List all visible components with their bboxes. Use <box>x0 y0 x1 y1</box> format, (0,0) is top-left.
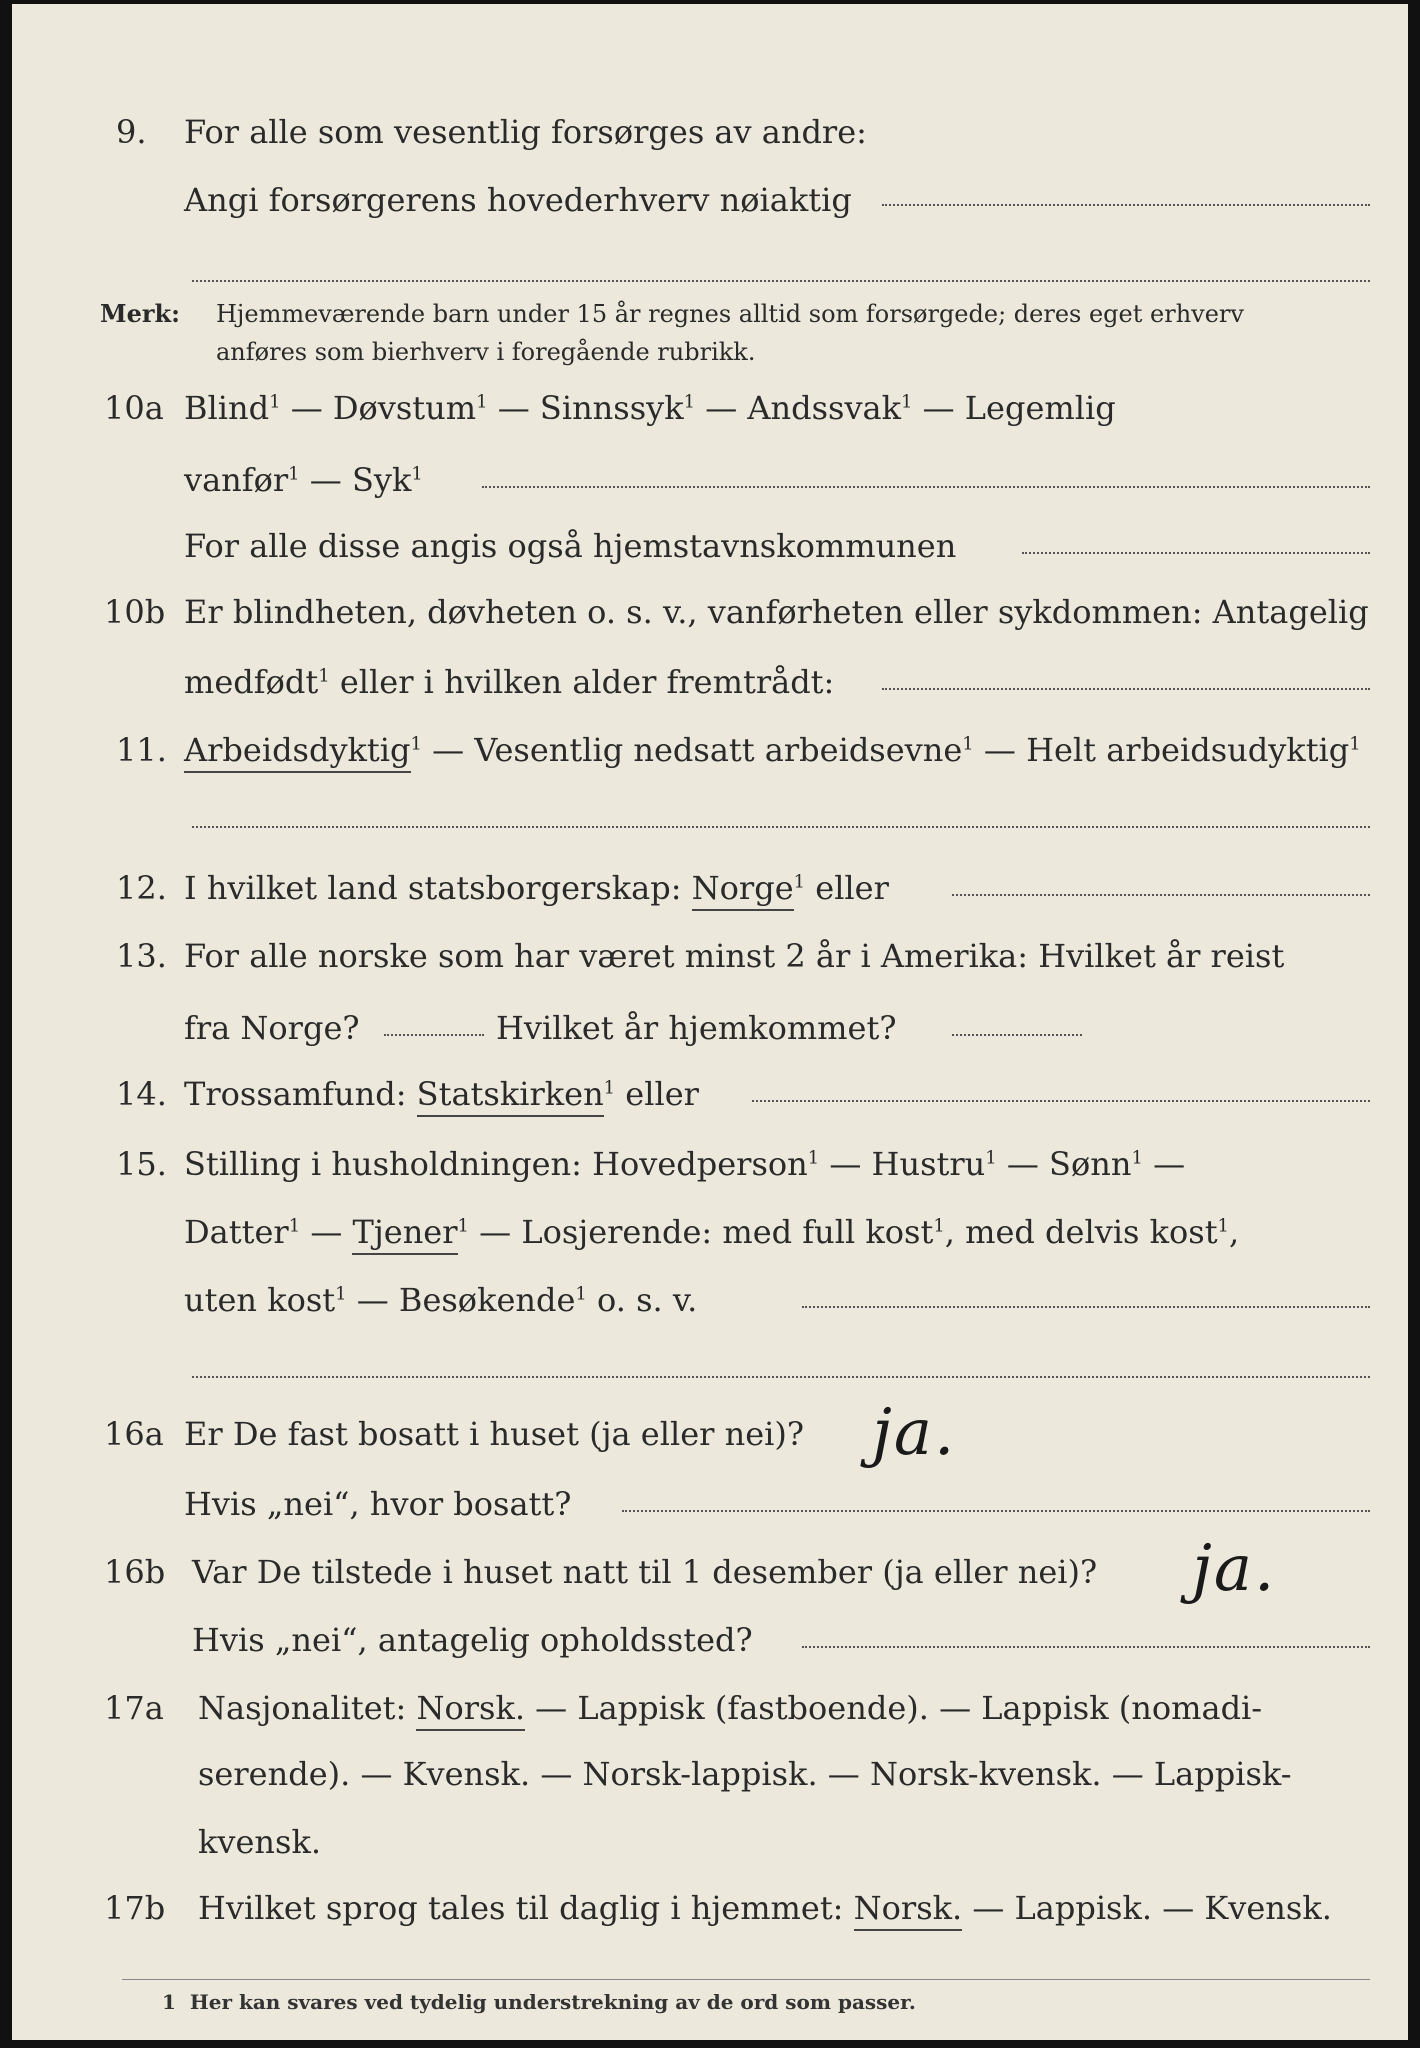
census-form-page <box>12 4 1408 2040</box>
answer-line[interactable] <box>1022 552 1370 554</box>
question-number: 12. <box>116 869 167 907</box>
answer-line[interactable] <box>882 204 1370 206</box>
underlined-answer[interactable]: Statskirken <box>417 1075 604 1117</box>
handwritten-answer[interactable]: ja. <box>872 1396 957 1470</box>
answer-line[interactable] <box>882 688 1370 690</box>
question-text: Er De fast bosatt i huset (ja eller nei)? <box>184 1415 805 1453</box>
answer-line[interactable] <box>952 894 1370 896</box>
question-text: Hvilket sprog tales til daglig i hjemmet: Norsk. — Lappisk. — Kvensk. <box>198 1888 1332 1928</box>
answer-line[interactable] <box>192 1376 1370 1378</box>
answer-line[interactable] <box>802 1306 1370 1308</box>
note-label: Merk: <box>100 299 180 328</box>
question-text: Hvis „nei“, hvor bosatt? <box>184 1485 572 1523</box>
question-text: Hvis „nei“, antagelig opholdssted? <box>192 1621 753 1659</box>
underlined-answer[interactable]: Tjener <box>352 1213 457 1255</box>
underlined-answer[interactable]: Arbeidsdyktig <box>184 731 411 773</box>
question-text: Stilling i husholdningen: Hovedperson$^1$ — Hustru$^1$ — Sønn$^1$ — <box>184 1145 1186 1183</box>
question-text: Arbeidsdyktig$^1$ — Vesentlig nedsatt arbeidsevne$^1$ — Helt arbeidsudyktig$^1$ <box>184 730 1361 770</box>
question-number: 10a <box>104 389 164 427</box>
question-text: Hvilket år hjemkommet? <box>496 1009 897 1047</box>
question-text: Nasjonalitet: Norsk. — Lappisk (fastboende). — Lappisk (nomadi- <box>198 1688 1262 1728</box>
question-text: fra Norge? <box>184 1009 360 1047</box>
note-text: anføres som bierhverv i foregående rubrikk. <box>216 338 756 366</box>
footnote: 1 Her kan svares ved tydelig understrekning av de ord som passer. <box>162 1990 916 2014</box>
question-text: Er blindheten, døvheten o. s. v., vanførheten eller sykdommen: Antagelig <box>184 593 1369 631</box>
answer-line[interactable] <box>802 1646 1370 1648</box>
footnote-divider <box>122 1979 1370 1980</box>
question-text: serende). — Kvensk. — Norsk-lappisk. — Norsk-kvensk. — Lappisk- <box>198 1755 1292 1793</box>
question-number: 14. <box>116 1075 167 1113</box>
question-number: 11. <box>116 731 167 769</box>
answer-line[interactable] <box>384 1034 484 1036</box>
question-text: For alle som vesentlig forsørges av andre: <box>184 113 867 151</box>
question-text: Blind$^1$ — Døvstum$^1$ — Sinnssyk$^1$ — Andssvak$^1$ — Legemlig <box>184 389 1116 427</box>
question-number: 15. <box>116 1145 167 1183</box>
answer-line[interactable] <box>622 1510 1370 1512</box>
question-number: 17a <box>104 1689 164 1727</box>
note-text: Hjemmeværende barn under 15 år regnes alltid som forsørgede; deres eget erhverv <box>216 300 1244 328</box>
question-text: uten kost$^1$ — Besøkende$^1$ o. s. v. <box>184 1281 698 1319</box>
answer-line[interactable] <box>952 1034 1082 1036</box>
question-text: kvensk. <box>198 1823 321 1861</box>
question-text: Angi forsørgerens hovederhverv nøiaktig <box>184 181 852 219</box>
question-number: 16b <box>104 1553 166 1591</box>
question-text: medfødt$^1$ eller i hvilken alder fremtrådt: <box>184 663 835 701</box>
question-text: Datter$^1$ — Tjener$^1$ — Losjerende: med full kost$^1$, med delvis kost$^1$, <box>184 1212 1239 1252</box>
answer-line[interactable] <box>482 486 1370 488</box>
question-number: 9. <box>116 113 147 151</box>
question-text: Var De tilstede i huset natt til 1 desember (ja eller nei)? <box>192 1553 1098 1591</box>
answer-line[interactable] <box>752 1100 1370 1102</box>
question-number: 17b <box>104 1889 166 1927</box>
question-text: For alle disse angis også hjemstavnskommunen <box>184 527 957 565</box>
question-number: 16a <box>104 1415 164 1453</box>
answer-line[interactable] <box>192 280 1370 282</box>
underlined-answer[interactable]: Norsk. <box>416 1689 525 1731</box>
question-text: For alle norske som har været minst 2 år i Amerika: Hvilket år reist <box>184 937 1285 975</box>
question-number: 10b <box>104 593 166 631</box>
question-text: vanfør$^1$ — Syk$^1$ <box>184 461 423 499</box>
underlined-answer[interactable]: Norsk. <box>854 1889 963 1931</box>
underlined-answer[interactable]: Norge <box>692 869 794 911</box>
answer-line[interactable] <box>192 826 1370 828</box>
question-text: I hvilket land statsborgerskap: Norge$^1$ eller <box>184 868 889 908</box>
question-number: 13. <box>116 937 167 975</box>
handwritten-answer[interactable]: ja. <box>1192 1532 1277 1606</box>
question-text: Trossamfund: Statskirken$^1$ eller <box>184 1074 699 1114</box>
